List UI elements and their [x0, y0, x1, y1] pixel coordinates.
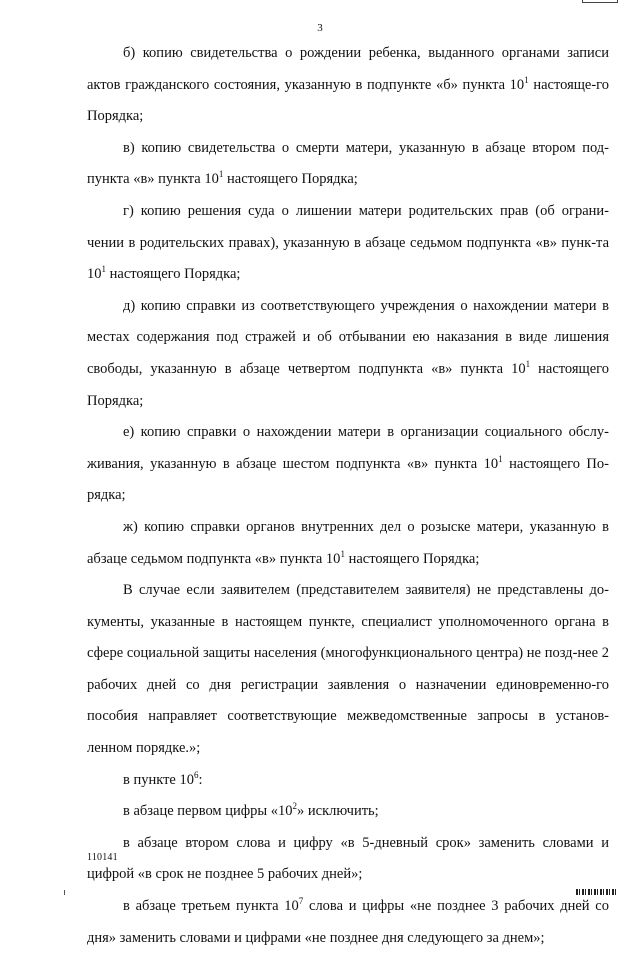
paragraph-text: настоящего Порядка;: [87, 360, 609, 409]
paragraph-text: настояще-го Порядка;: [87, 76, 610, 125]
document-body: [87, 38, 609, 954]
paragraph-text: д) копию справки из соответствующего учреждения о нахождении матери в местах содержания под стражей и об отбывании ею наказания в виде лишения свободы, указанную в абзаце четвертом подпункта «в» пункта 10: [87, 297, 609, 377]
paragraph: [87, 196, 609, 291]
superscript: 1: [524, 74, 529, 85]
top-corner-mark: [582, 0, 618, 3]
superscript: 1: [340, 548, 345, 559]
paragraph-text: :: [198, 771, 203, 788]
paragraph-text: настоящего Порядка;: [106, 266, 241, 283]
paragraph: [87, 765, 609, 797]
paragraph-text: в) копию свидетельства о смерти матери, указанную в абзаце втором под-пункта «в» пункта 10: [87, 139, 609, 188]
paragraph-text: е) копию справки о нахождении матери в организации социального обслу-живания, указанную в абзаце шестом подпункта «в» пункта 10: [87, 424, 609, 472]
paragraph-text: слова и цифры «не позднее 3 рабочих дней со дня» заменить словами и цифрами «не позднее дня следующего за днем»;: [87, 898, 609, 946]
barcode-mark: [576, 889, 616, 895]
margin-mark: [64, 890, 65, 895]
document-code: 110141: [87, 852, 118, 863]
superscript: 2: [292, 801, 298, 812]
page-number: 3: [317, 22, 323, 34]
paragraph-text: » исключить;: [297, 803, 379, 820]
superscript: 1: [525, 358, 531, 369]
paragraph-text: настоящего Порядка;: [223, 171, 358, 188]
paragraph-text: настоящего Порядка;: [344, 550, 480, 567]
paragraph-text: в пункте 10: [123, 771, 194, 788]
paragraph-text: в абзаце втором слова и цифру «в 5-дневный срок» заменить словами и цифрой «в срок не позднее 5 рабочих дней»;: [87, 834, 609, 883]
paragraph: [87, 512, 609, 575]
paragraph-text: ж) копию справки органов внутренних дел о розыске матери, указанную в абзаце седьмом подпункта «в» пункта 10: [87, 518, 609, 567]
superscript: 6: [194, 769, 199, 780]
paragraph: [87, 133, 609, 196]
paragraph: [87, 575, 609, 765]
superscript: 1: [101, 264, 106, 275]
superscript: 1: [218, 169, 224, 180]
paragraph: [87, 796, 609, 828]
superscript: 1: [498, 453, 503, 464]
paragraph-text: В случае если заявителем (представителем заявителя) не представлены до-кументы, указанные в настоящем пункте, специалист уполномоченного органа в сфере социальной защиты населения (многофункционального центра) не позд-нее 2 рабочих дней со дня регистрации заявления о назначении единовременно-го пособия направляет соответствующие межведомственные запросы в установ-ленном порядке.»;: [87, 582, 609, 757]
paragraph: [87, 38, 609, 133]
paragraph: [87, 417, 609, 512]
paragraph-text: в абзаце первом цифры «10: [123, 803, 293, 820]
paragraph-text: б) копию свидетельства о рождении ребенка, выданного органами записи актов гражданского состояния, указанную в подпункте «б» пункта 10: [87, 45, 609, 93]
paragraph-text: г) копию решения суда о лишении матери родительских прав (об ограни-чении в родительских правах), указанную в абзаце седьмом подпункта «в» пунк-та 10: [87, 202, 609, 283]
paragraph: [87, 891, 609, 954]
superscript: 7: [298, 896, 304, 907]
paragraph: [87, 828, 609, 891]
paragraph: [87, 291, 609, 417]
paragraph-text: настоящего По-рядка;: [87, 455, 609, 504]
paragraph-text: в абзаце третьем пункта 10: [123, 898, 299, 915]
